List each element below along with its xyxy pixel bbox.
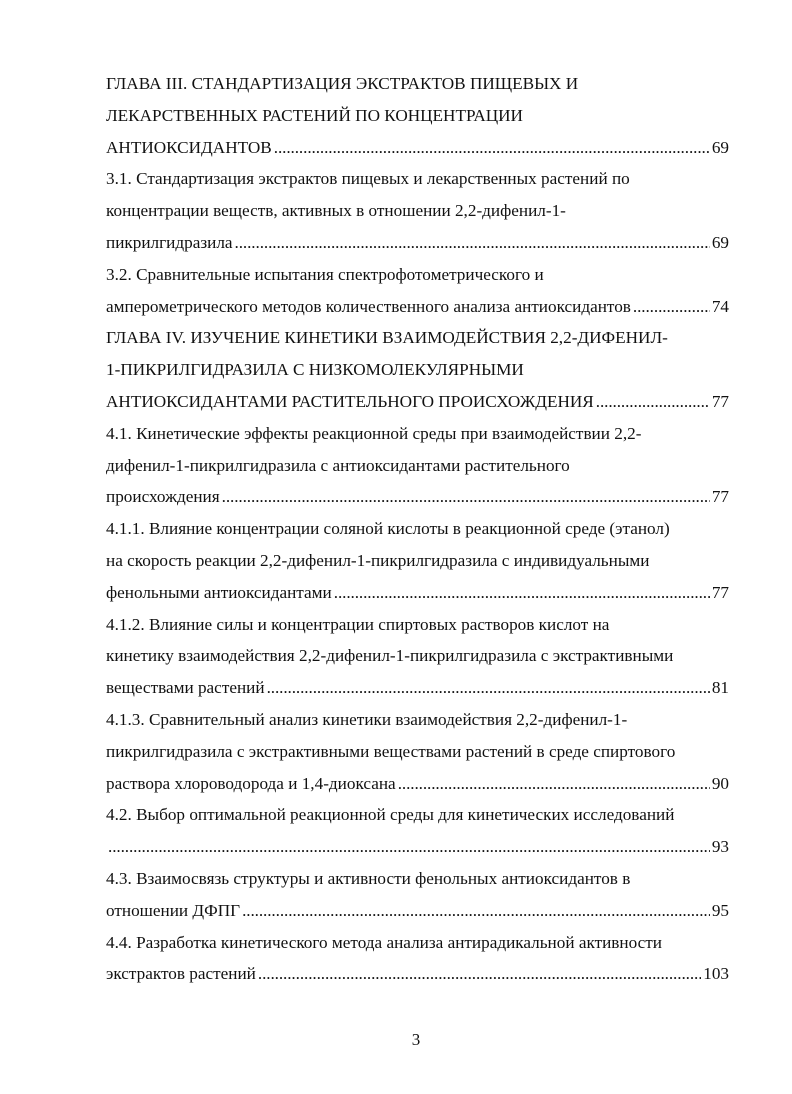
toc-entry-line [106, 672, 729, 704]
toc-entry-title: экстрактов растений [106, 964, 256, 984]
toc-entry-line: 4.3. Взаимосвязь структуры и активности фенольных антиоксидантов в [106, 868, 631, 888]
toc-entry-line: кинетику взаимодействия 2,2-дифенил-1-пикрилгидразила с экстрактивными [106, 646, 674, 666]
toc-entry-title: АНТИОКСИДАНТОВ [106, 137, 272, 157]
toc-entry[interactable] [106, 163, 729, 258]
toc-entry-line: дифенил-1-пикрилгидразила с антиоксидантами растительного [106, 455, 570, 475]
toc-entry[interactable] [106, 513, 729, 608]
page-number: 3 [411, 1030, 421, 1049]
toc-page-number: 90 [711, 773, 729, 793]
toc-entry-title: фенольными антиоксидантами [106, 582, 332, 602]
table-of-contents [106, 68, 729, 990]
toc-entry-line [106, 132, 729, 164]
toc-page-number: 81 [711, 678, 729, 698]
dot-leader [274, 132, 710, 164]
toc-entry-line: 3.2. Сравнительные испытания спектрофотометрического и [106, 264, 544, 284]
toc-entry-line [106, 227, 729, 259]
toc-page-number: 103 [703, 964, 729, 984]
toc-page-number: 93 [711, 837, 729, 857]
toc-entry[interactable] [106, 259, 729, 323]
toc-entry-title: раствора хлороводорода и 1,4-диоксана [106, 773, 396, 793]
toc-entry[interactable] [106, 927, 729, 991]
toc-entry-line: 1-ПИКРИЛГИДРАЗИЛА С НИЗКОМОЛЕКУЛЯРНЫМИ [106, 360, 524, 380]
toc-page-number: 77 [711, 391, 729, 411]
toc-entry-line: 4.2. Выбор оптимальной реакционной среды для кинетических исследований [106, 805, 675, 825]
toc-entry-line: на скорость реакции 2,2-дифенил-1-пикрилгидразила с индивидуальными [106, 550, 650, 570]
toc-entry-line: 3.1. Стандартизация экстрактов пищевых и лекарственных растений по [106, 169, 630, 189]
toc-entry-line: 4.1.3. Сравнительный анализ кинетики взаимодействия 2,2-дифенил-1- [106, 709, 628, 729]
dot-leader [258, 958, 701, 990]
toc-entry-line: концентрации веществ, активных в отношении 2,2-дифенил-1- [106, 201, 566, 221]
toc-entry-line [106, 386, 729, 418]
toc-entry-line: 4.1.1. Влияние концентрации соляной кислоты в реакционной среде (этанол) [106, 519, 670, 539]
toc-entry-line [106, 895, 729, 927]
toc-entry-line: ГЛАВА IV. ИЗУЧЕНИЕ КИНЕТИКИ ВЗАИМОДЕЙСТВИЯ 2,2-ДИФЕНИЛ- [106, 328, 668, 348]
toc-entry-line [106, 577, 729, 609]
toc-entry-title: отношении ДФПГ [106, 900, 241, 920]
toc-entry[interactable] [106, 863, 729, 927]
toc-entry-line: ЛЕКАРСТВЕННЫХ РАСТЕНИЙ ПО КОНЦЕНТРАЦИИ [106, 105, 523, 125]
toc-entry-title: пикрилгидразила [106, 232, 233, 252]
dot-leader [222, 481, 710, 513]
toc-entry-title: амперометрического методов количественного анализа антиоксидантов [106, 296, 631, 316]
toc-entry-line [106, 481, 729, 513]
dot-leader [108, 831, 710, 863]
toc-entry-line: 4.1. Кинетические эффекты реакционной среды при взаимодействии 2,2- [106, 423, 642, 443]
toc-page-number: 69 [711, 232, 729, 252]
toc-entry-line: пикрилгидразила с экстрактивными веществами растений в среде спиртового [106, 741, 676, 761]
toc-entry[interactable] [106, 68, 729, 163]
toc-entry[interactable] [106, 704, 729, 799]
toc-entry-title: АНТИОКСИДАНТАМИ РАСТИТЕЛЬНОГО ПРОИСХОЖДЕНИЯ [106, 391, 594, 411]
toc-entry[interactable] [106, 322, 729, 417]
toc-entry-title: происхождения [106, 487, 220, 507]
dot-leader [267, 672, 710, 704]
toc-entry-line [106, 291, 729, 323]
dot-leader [633, 291, 710, 323]
dot-leader [596, 386, 710, 418]
toc-page-number: 74 [711, 296, 729, 316]
toc-entry[interactable] [106, 609, 729, 704]
dot-leader [235, 227, 710, 259]
toc-entry-line: ГЛАВА III. СТАНДАРТИЗАЦИЯ ЭКСТРАКТОВ ПИЩЕВЫХ И [106, 74, 579, 93]
toc-entry-line: 4.1.2. Влияние силы и концентрации спиртовых растворов кислот на [106, 614, 610, 634]
dot-leader [398, 768, 710, 800]
toc-page-number: 95 [711, 900, 729, 920]
toc-entry-line [106, 768, 729, 800]
dot-leader [334, 577, 710, 609]
toc-entry-line [106, 831, 729, 863]
toc-page-number: 77 [711, 487, 729, 507]
toc-page-number: 69 [711, 137, 729, 157]
toc-entry[interactable] [106, 418, 729, 513]
toc-entry-title: веществами растений [106, 678, 265, 698]
toc-entry[interactable] [106, 799, 729, 863]
dot-leader [242, 895, 710, 927]
toc-page-number: 77 [711, 582, 729, 602]
toc-entry-line [106, 958, 729, 990]
toc-entry-line: 4.4. Разработка кинетического метода анализа антирадикальной активности [106, 932, 662, 952]
